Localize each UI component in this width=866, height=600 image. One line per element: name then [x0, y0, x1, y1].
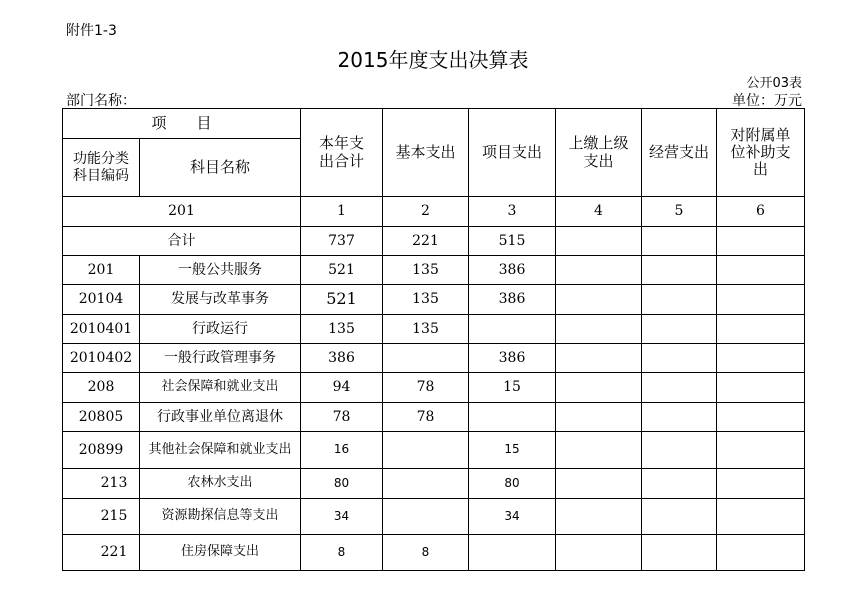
table-row [63, 344, 805, 373]
row-code: 208 [63, 373, 140, 403]
row-basic: 8 [383, 535, 469, 571]
header-basic: 基本支出 [383, 109, 469, 197]
header-project: 项 目 [63, 109, 301, 139]
row-subsidy [717, 535, 805, 571]
row-total: 386 [301, 344, 383, 373]
table-row [63, 469, 805, 499]
header-subsidy: 对附属单位补助支出 [717, 109, 805, 197]
total-project: 515 [469, 227, 556, 256]
row-basic [383, 499, 469, 535]
row-business [642, 315, 717, 344]
total-basic: 221 [383, 227, 469, 256]
annex-label: 附件1-3 [66, 23, 117, 39]
index-cell: 3 [469, 197, 556, 227]
row-name: 其他社会保障和就业支出 [140, 432, 301, 469]
row-upper [556, 535, 642, 571]
department-label: 部门名称： [66, 93, 136, 109]
table-row [63, 432, 805, 469]
expenditure-table [62, 108, 805, 571]
total-subsidy [717, 227, 805, 256]
header-upper-payment: 上缴上级支出 [556, 109, 642, 197]
row-code: 201 [63, 256, 140, 285]
row-total: 80 [301, 469, 383, 499]
header-func-code: 功能分类科目编码 [63, 139, 140, 197]
row-upper [556, 256, 642, 285]
row-subsidy [717, 373, 805, 403]
table-row [63, 403, 805, 432]
row-upper [556, 499, 642, 535]
row-name: 社会保障和就业支出 [140, 373, 301, 403]
row-subsidy [717, 285, 805, 315]
row-upper [556, 432, 642, 469]
index-cell: 201 [63, 197, 301, 227]
unit-label: 单位：万元 [732, 93, 802, 109]
row-basic [383, 432, 469, 469]
row-name: 一般行政管理事务 [140, 344, 301, 373]
row-business [642, 256, 717, 285]
total-value: 737 [301, 227, 383, 256]
table-row [63, 373, 805, 403]
row-project [469, 535, 556, 571]
row-project: 80 [469, 469, 556, 499]
row-subsidy [717, 256, 805, 285]
row-basic: 135 [383, 256, 469, 285]
row-project: 386 [469, 256, 556, 285]
row-code: 213 [63, 469, 140, 499]
row-subsidy [717, 344, 805, 373]
row-subsidy [717, 315, 805, 344]
row-basic: 78 [383, 403, 469, 432]
total-label: 合计 [63, 227, 301, 256]
row-name: 资源勘探信息等支出 [140, 499, 301, 535]
table-row [63, 535, 805, 571]
table-row [63, 499, 805, 535]
row-basic: 135 [383, 285, 469, 315]
row-subsidy [717, 469, 805, 499]
row-subsidy [717, 499, 805, 535]
row-project: 15 [469, 373, 556, 403]
row-subsidy [717, 403, 805, 432]
row-business [642, 535, 717, 571]
total-upper [556, 227, 642, 256]
row-code: 2010402 [63, 344, 140, 373]
row-total: 8 [301, 535, 383, 571]
row-name: 发展与改革事务 [140, 285, 301, 315]
row-total: 94 [301, 373, 383, 403]
total-row [63, 227, 805, 256]
row-upper [556, 373, 642, 403]
row-code: 215 [63, 499, 140, 535]
row-basic: 135 [383, 315, 469, 344]
row-subsidy [717, 432, 805, 469]
row-name: 一般公共服务 [140, 256, 301, 285]
row-upper [556, 285, 642, 315]
row-project [469, 403, 556, 432]
form-number: 公开03表 [746, 76, 802, 91]
row-total: 521 [301, 256, 383, 285]
row-total: 521 [301, 285, 383, 315]
index-row [63, 197, 805, 227]
total-business [642, 227, 717, 256]
row-total: 34 [301, 499, 383, 535]
row-business [642, 285, 717, 315]
row-name: 住房保障支出 [140, 535, 301, 571]
row-business [642, 432, 717, 469]
row-business [642, 403, 717, 432]
index-cell: 4 [556, 197, 642, 227]
row-basic [383, 469, 469, 499]
row-code: 221 [63, 535, 140, 571]
index-cell: 5 [642, 197, 717, 227]
header-subject-name: 科目名称 [140, 139, 301, 197]
index-cell: 6 [717, 197, 805, 227]
table-row [63, 256, 805, 285]
header-business: 经营支出 [642, 109, 717, 197]
row-total: 16 [301, 432, 383, 469]
row-project: 386 [469, 285, 556, 315]
row-business [642, 499, 717, 535]
header-project-expense: 项目支出 [469, 109, 556, 197]
row-upper [556, 315, 642, 344]
row-business [642, 373, 717, 403]
table-row [63, 315, 805, 344]
row-business [642, 469, 717, 499]
row-code: 2010401 [63, 315, 140, 344]
row-name: 行政事业单位离退休 [140, 403, 301, 432]
index-cell: 1 [301, 197, 383, 227]
index-cell: 2 [383, 197, 469, 227]
row-business [642, 344, 717, 373]
row-total: 78 [301, 403, 383, 432]
row-project: 386 [469, 344, 556, 373]
row-project: 15 [469, 432, 556, 469]
table-row [63, 285, 805, 315]
row-upper [556, 344, 642, 373]
row-basic: 78 [383, 373, 469, 403]
row-name: 农林水支出 [140, 469, 301, 499]
row-basic [383, 344, 469, 373]
row-upper [556, 403, 642, 432]
row-total: 135 [301, 315, 383, 344]
page-title: 2015年度支出决算表 [337, 48, 529, 72]
row-project: 34 [469, 499, 556, 535]
row-project [469, 315, 556, 344]
row-code: 20805 [63, 403, 140, 432]
header-total: 本年支出合计 [301, 109, 383, 197]
row-upper [556, 469, 642, 499]
row-name: 行政运行 [140, 315, 301, 344]
row-code: 20104 [63, 285, 140, 315]
row-code: 20899 [63, 432, 140, 469]
